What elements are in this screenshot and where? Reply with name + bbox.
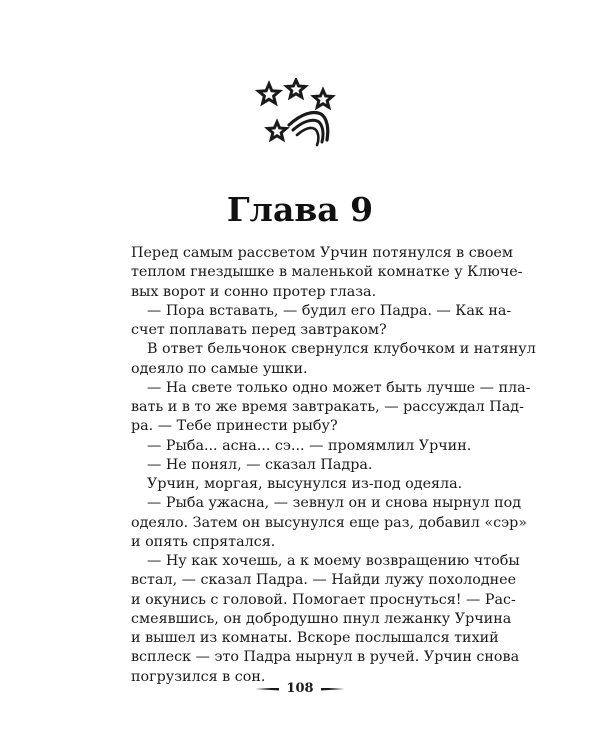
text-line: — Ну как хочешь, а к моему возвращению чтобы <box>147 553 520 569</box>
page-number: 108 <box>286 681 314 696</box>
star-icon <box>268 122 286 139</box>
text-line: счет поплавать перед завтраком? <box>131 322 387 338</box>
text-line: В ответ бельчонок свернулся клубочком и натянул <box>147 341 536 358</box>
folio-ornament-right <box>321 688 345 691</box>
stars-ornament-icon <box>255 78 345 150</box>
page-footer <box>0 679 600 700</box>
text-line: Урчин, моргая, высунулся из-под одеяла. <box>147 476 463 492</box>
text-line: одеяло по самые ушки. <box>131 360 308 377</box>
star-icon <box>287 80 305 97</box>
text-line: вать и в то же время завтракать, — рассуждал Пад- <box>131 399 524 415</box>
text-line: — На свете только одно может быть лучше — пла- <box>147 379 531 396</box>
text-line: погрузился в сон. <box>131 668 266 685</box>
text-line: и окунись с головой. Помогает проснуться! — Рас- <box>131 591 516 608</box>
text-line: теплом гнездышке в маленькой комнатке у Ключе- <box>131 264 523 281</box>
body-text <box>131 244 536 687</box>
text-line: и опять спрятался. <box>131 533 276 550</box>
text-line: — Пора вставать, — будил его Падра. — Как на- <box>147 302 512 319</box>
text-line: Перед самым рассветом Урчин потянулся в своем <box>131 245 514 261</box>
text-line: смеявшись, он добродушно пнул лежанку Урчина <box>131 610 512 627</box>
text-line: всплеск — это Падра нырнул в ручей. Урчин снова <box>131 649 520 666</box>
text-line: и вышел из комнаты. Вскоре послышался тихий <box>131 630 499 646</box>
text-line: — Рыба ужасна, — зевнул он и снова нырнул под <box>147 495 522 512</box>
star-icon <box>314 90 332 107</box>
text-line: — Не понял, — сказал Падра. <box>147 456 373 473</box>
text-line: вых ворот и сонно протер глаза. <box>131 283 377 300</box>
text-line: — Рыба... асна... сэ... — промямлил Урчин. <box>147 437 472 454</box>
folio-ornament-left <box>255 688 279 691</box>
text-line: встал, — сказал Падра. — Найди лужу похолоднее <box>131 572 517 589</box>
text-line: ра. — Тебе принести рыбу? <box>131 418 338 435</box>
text-line: одеяло. Затем он высунулся еще раз, добавил «сэр» <box>131 514 527 531</box>
chapter-title: Глава 9 <box>226 190 374 229</box>
star-icon <box>259 84 280 103</box>
